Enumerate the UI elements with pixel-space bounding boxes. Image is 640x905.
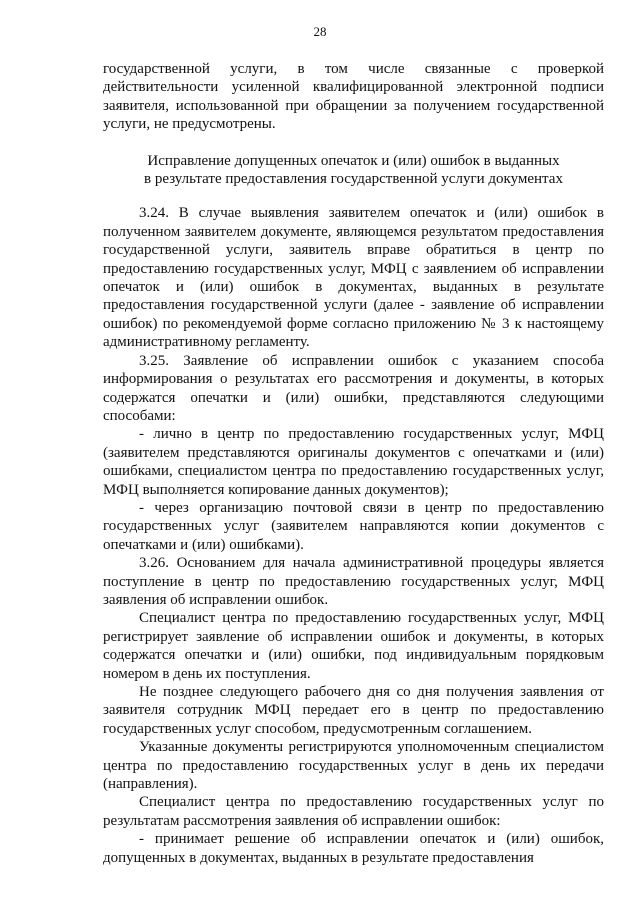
list-item-by-post: - через организацию почтовой связи в центр по предоставлению государственных услуг (заявителем направляются копии документов с опечатками и (или) ошибками). [103,499,604,553]
section-heading [103,152,604,189]
paragraph-documents-registered: Указанные документы регистрируются уполномоченным специалистом центра по предоставлению государственных услуг в день их передачи (направления). [103,739,604,793]
document-body [103,60,604,867]
paragraph-transfer: Не позднее следующего рабочего дня со дня получения заявления от заявителя сотрудник МФЦ передает его в центр по предоставлению государственных услуг способом, предусмотренным соглашением. [103,684,604,737]
paragraph-registration: Специалист центра по предоставлению государственных услуг, МФЦ регистрирует заявление об исправлении ошибок и документы, в которых содержатся опечатки и (или) ошибки, под индивидуальным порядковым номером в день их поступления. [103,610,604,682]
list-item-in-person: - лично в центр по предоставлению государственных услуг, МФЦ (заявителем представляются оригиналы документов с опечатками и (или) ошибками, специалистом центра по предоставлению государственных услуг, МФЦ выполняется копирование данных документов); [103,426,604,498]
paragraph-3-24: 3.24. В случае выявления заявителем опечаток и (или) ошибок в полученном заявителем документе, являющемся результатом предоставления государственной услуги, заявитель вправе обратиться в центр по предоставлению государственных услуг, МФЦ с заявлением об исправлении опечаток и (или) ошибок в документах, выданных в результате предоставления государственной услуги (далее - заявление об исправлении ошибок) по рекомендуемой форме согласно приложению № 3 к настоящему административному регламенту. [103,205,604,351]
paragraph-specialist: Специалист центра по предоставлению государственных услуг по результатам рассмотрения заявления об исправлении ошибок: [103,794,604,829]
page-number: 28 [313,24,327,39]
section-heading-line-2: в результате предоставления государственной услуги документах [144,171,563,188]
section-heading-line-1: Исправление допущенных опечаток и (или) ошибок в выданных [147,152,560,169]
paragraph-continuation: государственной услуги, в том числе связанные с проверкой действительности усиленной квалифицированной электронной подписи заявителя, использованной при обращении за получением государственной услуги, не предусмотрены. [103,61,604,133]
list-item-decision: - принимает решение об исправлении опечаток и (или) ошибок, допущенных в документах, выданных в результате предоставления [103,831,604,866]
paragraph-3-25: 3.25. Заявление об исправлении ошибок с указанием способа информирования о результатах его рассмотрения и документы, в которых содержатся опечатки и (или) ошибки, представляются следующими способами: [103,352,604,424]
paragraph-3-26: 3.26. Основанием для начала административной процедуры является поступление в центр по предоставлению государственных услуг, МФЦ заявления об исправлении ошибок. [103,555,604,608]
